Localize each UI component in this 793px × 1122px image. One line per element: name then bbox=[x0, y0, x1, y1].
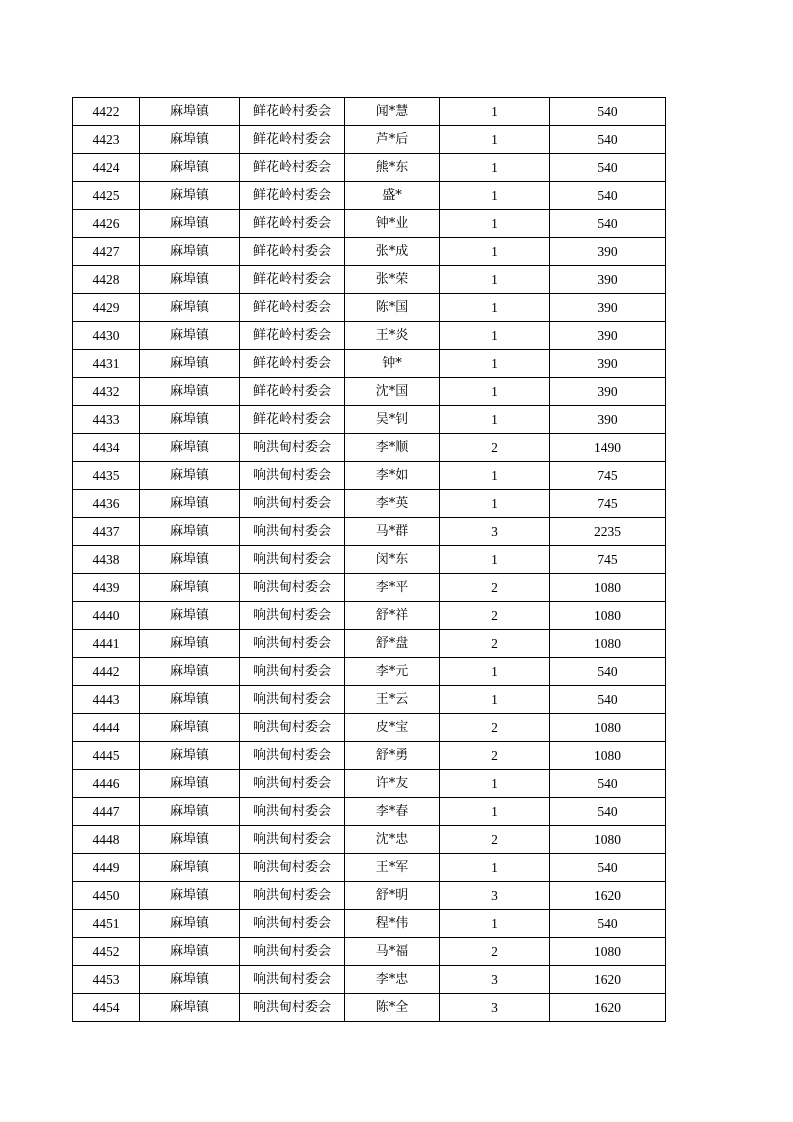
name-cell: 李*忠 bbox=[345, 966, 440, 994]
table-row bbox=[73, 770, 666, 798]
amount-cell: 390 bbox=[550, 350, 666, 378]
serial-number-cell: 4453 bbox=[73, 966, 140, 994]
table-row bbox=[73, 378, 666, 406]
count-cell: 1 bbox=[440, 322, 550, 350]
amount-cell: 1620 bbox=[550, 966, 666, 994]
count-cell: 2 bbox=[440, 938, 550, 966]
town-cell: 麻埠镇 bbox=[140, 714, 240, 742]
village-committee-cell: 响洪甸村委会 bbox=[240, 434, 345, 462]
name-cell: 钟*业 bbox=[345, 210, 440, 238]
table-row bbox=[73, 154, 666, 182]
village-committee-cell: 响洪甸村委会 bbox=[240, 714, 345, 742]
amount-cell: 745 bbox=[550, 462, 666, 490]
serial-number-cell: 4431 bbox=[73, 350, 140, 378]
table-row bbox=[73, 854, 666, 882]
name-cell: 芦*后 bbox=[345, 126, 440, 154]
amount-cell: 745 bbox=[550, 546, 666, 574]
amount-cell: 1620 bbox=[550, 882, 666, 910]
serial-number-cell: 4434 bbox=[73, 434, 140, 462]
village-committee-cell: 鲜花岭村委会 bbox=[240, 266, 345, 294]
village-committee-cell: 鲜花岭村委会 bbox=[240, 182, 345, 210]
count-cell: 1 bbox=[440, 770, 550, 798]
serial-number-cell: 4426 bbox=[73, 210, 140, 238]
serial-number-cell: 4440 bbox=[73, 602, 140, 630]
count-cell: 3 bbox=[440, 518, 550, 546]
village-committee-cell: 响洪甸村委会 bbox=[240, 658, 345, 686]
village-committee-cell: 响洪甸村委会 bbox=[240, 966, 345, 994]
name-cell: 王*云 bbox=[345, 686, 440, 714]
town-cell: 麻埠镇 bbox=[140, 742, 240, 770]
serial-number-cell: 4437 bbox=[73, 518, 140, 546]
amount-cell: 540 bbox=[550, 798, 666, 826]
serial-number-cell: 4454 bbox=[73, 994, 140, 1022]
serial-number-cell: 4449 bbox=[73, 854, 140, 882]
serial-number-cell: 4430 bbox=[73, 322, 140, 350]
name-cell: 李*如 bbox=[345, 462, 440, 490]
town-cell: 麻埠镇 bbox=[140, 126, 240, 154]
table-row bbox=[73, 574, 666, 602]
serial-number-cell: 4428 bbox=[73, 266, 140, 294]
count-cell: 2 bbox=[440, 434, 550, 462]
village-committee-cell: 响洪甸村委会 bbox=[240, 854, 345, 882]
village-committee-cell: 鲜花岭村委会 bbox=[240, 126, 345, 154]
count-cell: 2 bbox=[440, 742, 550, 770]
village-committee-cell: 响洪甸村委会 bbox=[240, 546, 345, 574]
table-row bbox=[73, 742, 666, 770]
count-cell: 2 bbox=[440, 574, 550, 602]
count-cell: 1 bbox=[440, 490, 550, 518]
amount-cell: 745 bbox=[550, 490, 666, 518]
name-cell: 李*平 bbox=[345, 574, 440, 602]
table-row bbox=[73, 518, 666, 546]
village-committee-cell: 鲜花岭村委会 bbox=[240, 210, 345, 238]
serial-number-cell: 4429 bbox=[73, 294, 140, 322]
town-cell: 麻埠镇 bbox=[140, 182, 240, 210]
town-cell: 麻埠镇 bbox=[140, 294, 240, 322]
name-cell: 沈*国 bbox=[345, 378, 440, 406]
table-row bbox=[73, 350, 666, 378]
town-cell: 麻埠镇 bbox=[140, 966, 240, 994]
amount-cell: 540 bbox=[550, 98, 666, 126]
name-cell: 盛* bbox=[345, 182, 440, 210]
village-committee-cell: 响洪甸村委会 bbox=[240, 770, 345, 798]
town-cell: 麻埠镇 bbox=[140, 574, 240, 602]
town-cell: 麻埠镇 bbox=[140, 518, 240, 546]
name-cell: 舒*祥 bbox=[345, 602, 440, 630]
table-row bbox=[73, 938, 666, 966]
name-cell: 舒*盘 bbox=[345, 630, 440, 658]
town-cell: 麻埠镇 bbox=[140, 770, 240, 798]
village-committee-cell: 响洪甸村委会 bbox=[240, 938, 345, 966]
amount-cell: 540 bbox=[550, 770, 666, 798]
village-committee-cell: 响洪甸村委会 bbox=[240, 826, 345, 854]
village-committee-cell: 鲜花岭村委会 bbox=[240, 322, 345, 350]
village-committee-cell: 鲜花岭村委会 bbox=[240, 294, 345, 322]
serial-number-cell: 4452 bbox=[73, 938, 140, 966]
table-row bbox=[73, 714, 666, 742]
count-cell: 1 bbox=[440, 378, 550, 406]
name-cell: 陈*全 bbox=[345, 994, 440, 1022]
serial-number-cell: 4435 bbox=[73, 462, 140, 490]
town-cell: 麻埠镇 bbox=[140, 210, 240, 238]
count-cell: 2 bbox=[440, 714, 550, 742]
town-cell: 麻埠镇 bbox=[140, 350, 240, 378]
serial-number-cell: 4436 bbox=[73, 490, 140, 518]
town-cell: 麻埠镇 bbox=[140, 994, 240, 1022]
village-committee-cell: 响洪甸村委会 bbox=[240, 518, 345, 546]
serial-number-cell: 4451 bbox=[73, 910, 140, 938]
amount-cell: 540 bbox=[550, 910, 666, 938]
serial-number-cell: 4448 bbox=[73, 826, 140, 854]
count-cell: 3 bbox=[440, 994, 550, 1022]
village-committee-cell: 响洪甸村委会 bbox=[240, 462, 345, 490]
amount-cell: 1080 bbox=[550, 602, 666, 630]
name-cell: 陈*国 bbox=[345, 294, 440, 322]
serial-number-cell: 4432 bbox=[73, 378, 140, 406]
amount-cell: 540 bbox=[550, 210, 666, 238]
amount-cell: 390 bbox=[550, 238, 666, 266]
name-cell: 闻*慧 bbox=[345, 98, 440, 126]
count-cell: 1 bbox=[440, 154, 550, 182]
town-cell: 麻埠镇 bbox=[140, 630, 240, 658]
amount-cell: 1080 bbox=[550, 714, 666, 742]
table-row bbox=[73, 434, 666, 462]
village-committee-cell: 响洪甸村委会 bbox=[240, 686, 345, 714]
count-cell: 1 bbox=[440, 350, 550, 378]
name-cell: 马*福 bbox=[345, 938, 440, 966]
count-cell: 1 bbox=[440, 266, 550, 294]
table-row bbox=[73, 602, 666, 630]
amount-cell: 540 bbox=[550, 854, 666, 882]
town-cell: 麻埠镇 bbox=[140, 378, 240, 406]
serial-number-cell: 4424 bbox=[73, 154, 140, 182]
amount-cell: 540 bbox=[550, 658, 666, 686]
town-cell: 麻埠镇 bbox=[140, 154, 240, 182]
amount-cell: 1620 bbox=[550, 994, 666, 1022]
town-cell: 麻埠镇 bbox=[140, 826, 240, 854]
serial-number-cell: 4427 bbox=[73, 238, 140, 266]
amount-cell: 1080 bbox=[550, 938, 666, 966]
town-cell: 麻埠镇 bbox=[140, 910, 240, 938]
table-row bbox=[73, 406, 666, 434]
town-cell: 麻埠镇 bbox=[140, 602, 240, 630]
town-cell: 麻埠镇 bbox=[140, 490, 240, 518]
town-cell: 麻埠镇 bbox=[140, 798, 240, 826]
town-cell: 麻埠镇 bbox=[140, 854, 240, 882]
amount-cell: 2235 bbox=[550, 518, 666, 546]
name-cell: 李*元 bbox=[345, 658, 440, 686]
town-cell: 麻埠镇 bbox=[140, 238, 240, 266]
serial-number-cell: 4443 bbox=[73, 686, 140, 714]
count-cell: 1 bbox=[440, 98, 550, 126]
town-cell: 麻埠镇 bbox=[140, 406, 240, 434]
amount-cell: 1080 bbox=[550, 630, 666, 658]
village-committee-cell: 鲜花岭村委会 bbox=[240, 378, 345, 406]
serial-number-cell: 4422 bbox=[73, 98, 140, 126]
count-cell: 2 bbox=[440, 630, 550, 658]
name-cell: 许*友 bbox=[345, 770, 440, 798]
serial-number-cell: 4444 bbox=[73, 714, 140, 742]
amount-cell: 540 bbox=[550, 686, 666, 714]
count-cell: 3 bbox=[440, 966, 550, 994]
table-row bbox=[73, 826, 666, 854]
table-row bbox=[73, 462, 666, 490]
serial-number-cell: 4446 bbox=[73, 770, 140, 798]
town-cell: 麻埠镇 bbox=[140, 938, 240, 966]
name-cell: 皮*宝 bbox=[345, 714, 440, 742]
name-cell: 舒*勇 bbox=[345, 742, 440, 770]
name-cell: 闵*东 bbox=[345, 546, 440, 574]
table-row bbox=[73, 882, 666, 910]
village-committee-cell: 鲜花岭村委会 bbox=[240, 98, 345, 126]
village-committee-cell: 响洪甸村委会 bbox=[240, 574, 345, 602]
table-body bbox=[73, 98, 666, 1022]
village-committee-cell: 响洪甸村委会 bbox=[240, 994, 345, 1022]
village-committee-cell: 鲜花岭村委会 bbox=[240, 154, 345, 182]
count-cell: 1 bbox=[440, 238, 550, 266]
name-cell: 王*炎 bbox=[345, 322, 440, 350]
name-cell: 熊*东 bbox=[345, 154, 440, 182]
table-row bbox=[73, 210, 666, 238]
amount-cell: 540 bbox=[550, 182, 666, 210]
count-cell: 2 bbox=[440, 826, 550, 854]
village-committee-cell: 响洪甸村委会 bbox=[240, 742, 345, 770]
name-cell: 张*荣 bbox=[345, 266, 440, 294]
village-committee-cell: 鲜花岭村委会 bbox=[240, 350, 345, 378]
name-cell: 沈*忠 bbox=[345, 826, 440, 854]
town-cell: 麻埠镇 bbox=[140, 266, 240, 294]
name-cell: 钟* bbox=[345, 350, 440, 378]
count-cell: 1 bbox=[440, 658, 550, 686]
count-cell: 1 bbox=[440, 182, 550, 210]
name-cell: 程*伟 bbox=[345, 910, 440, 938]
table-row bbox=[73, 994, 666, 1022]
name-cell: 李*英 bbox=[345, 490, 440, 518]
village-committee-cell: 鲜花岭村委会 bbox=[240, 238, 345, 266]
amount-cell: 1080 bbox=[550, 574, 666, 602]
amount-cell: 390 bbox=[550, 294, 666, 322]
serial-number-cell: 4425 bbox=[73, 182, 140, 210]
town-cell: 麻埠镇 bbox=[140, 686, 240, 714]
amount-cell: 390 bbox=[550, 266, 666, 294]
table-row bbox=[73, 294, 666, 322]
amount-cell: 390 bbox=[550, 406, 666, 434]
amount-cell: 390 bbox=[550, 378, 666, 406]
town-cell: 麻埠镇 bbox=[140, 98, 240, 126]
name-cell: 吴*钊 bbox=[345, 406, 440, 434]
count-cell: 1 bbox=[440, 406, 550, 434]
table-row bbox=[73, 126, 666, 154]
count-cell: 3 bbox=[440, 882, 550, 910]
village-committee-cell: 鲜花岭村委会 bbox=[240, 406, 345, 434]
table-row bbox=[73, 238, 666, 266]
count-cell: 1 bbox=[440, 798, 550, 826]
name-cell: 李*春 bbox=[345, 798, 440, 826]
serial-number-cell: 4447 bbox=[73, 798, 140, 826]
serial-number-cell: 4433 bbox=[73, 406, 140, 434]
serial-number-cell: 4423 bbox=[73, 126, 140, 154]
count-cell: 1 bbox=[440, 210, 550, 238]
count-cell: 1 bbox=[440, 910, 550, 938]
village-committee-cell: 响洪甸村委会 bbox=[240, 602, 345, 630]
amount-cell: 1080 bbox=[550, 826, 666, 854]
amount-cell: 1490 bbox=[550, 434, 666, 462]
table-row bbox=[73, 798, 666, 826]
village-committee-cell: 响洪甸村委会 bbox=[240, 490, 345, 518]
name-cell: 舒*明 bbox=[345, 882, 440, 910]
serial-number-cell: 4445 bbox=[73, 742, 140, 770]
count-cell: 1 bbox=[440, 546, 550, 574]
data-table bbox=[72, 97, 666, 1022]
serial-number-cell: 4438 bbox=[73, 546, 140, 574]
table-row bbox=[73, 322, 666, 350]
serial-number-cell: 4439 bbox=[73, 574, 140, 602]
serial-number-cell: 4442 bbox=[73, 658, 140, 686]
table-row bbox=[73, 686, 666, 714]
amount-cell: 1080 bbox=[550, 742, 666, 770]
amount-cell: 540 bbox=[550, 126, 666, 154]
village-committee-cell: 响洪甸村委会 bbox=[240, 910, 345, 938]
table-row bbox=[73, 658, 666, 686]
village-committee-cell: 响洪甸村委会 bbox=[240, 630, 345, 658]
count-cell: 1 bbox=[440, 686, 550, 714]
count-cell: 2 bbox=[440, 602, 550, 630]
table-row bbox=[73, 98, 666, 126]
table-row bbox=[73, 490, 666, 518]
town-cell: 麻埠镇 bbox=[140, 462, 240, 490]
table-row bbox=[73, 630, 666, 658]
count-cell: 1 bbox=[440, 126, 550, 154]
table-row bbox=[73, 266, 666, 294]
town-cell: 麻埠镇 bbox=[140, 658, 240, 686]
table-row bbox=[73, 546, 666, 574]
count-cell: 1 bbox=[440, 294, 550, 322]
serial-number-cell: 4441 bbox=[73, 630, 140, 658]
town-cell: 麻埠镇 bbox=[140, 546, 240, 574]
count-cell: 1 bbox=[440, 854, 550, 882]
name-cell: 李*顺 bbox=[345, 434, 440, 462]
amount-cell: 390 bbox=[550, 322, 666, 350]
serial-number-cell: 4450 bbox=[73, 882, 140, 910]
town-cell: 麻埠镇 bbox=[140, 882, 240, 910]
name-cell: 马*群 bbox=[345, 518, 440, 546]
table-row bbox=[73, 910, 666, 938]
count-cell: 1 bbox=[440, 462, 550, 490]
village-committee-cell: 响洪甸村委会 bbox=[240, 882, 345, 910]
name-cell: 王*军 bbox=[345, 854, 440, 882]
village-committee-cell: 响洪甸村委会 bbox=[240, 798, 345, 826]
table-row bbox=[73, 966, 666, 994]
name-cell: 张*成 bbox=[345, 238, 440, 266]
amount-cell: 540 bbox=[550, 154, 666, 182]
table-row bbox=[73, 182, 666, 210]
town-cell: 麻埠镇 bbox=[140, 322, 240, 350]
town-cell: 麻埠镇 bbox=[140, 434, 240, 462]
